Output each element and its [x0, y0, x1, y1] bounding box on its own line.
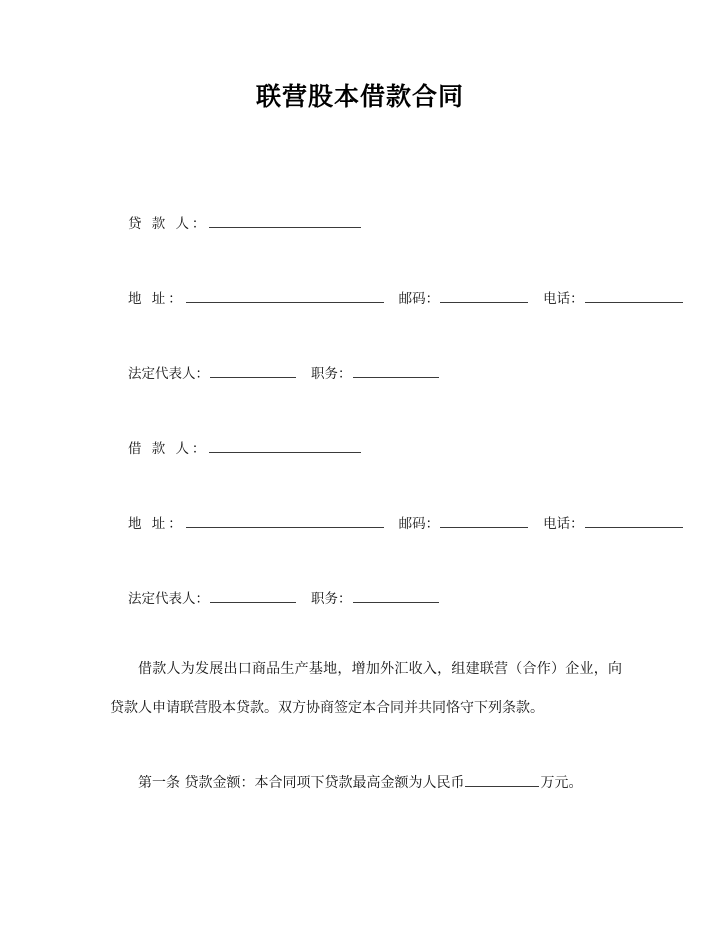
document-title: 联营股本借款合同: [255, 82, 464, 111]
borrower-postcode-label: 邮码：: [398, 516, 440, 532]
clause-one-suffix: 万元。: [540, 775, 583, 791]
lender-legal-rep-row: [0, 362, 720, 437]
lender-name-label: 贷 款 人：: [128, 216, 209, 232]
borrower-legal-rep-input[interactable]: [210, 587, 296, 603]
contract-body: [110, 650, 622, 803]
borrower-postcode-input[interactable]: [440, 512, 528, 528]
borrower-phone-label: 电话：: [543, 516, 584, 532]
lender-legal-rep-input[interactable]: [210, 362, 296, 378]
lender-phone-input[interactable]: [585, 287, 683, 303]
clause-one-amount-input[interactable]: [465, 773, 539, 787]
borrower-legal-rep-label: 法定代表人：: [128, 591, 209, 607]
clause-one-prefix: 第一条 贷款金额：本合同项下贷款最高金额为人民币: [138, 775, 465, 791]
borrower-phone-input[interactable]: [585, 512, 683, 528]
lender-name-row: [0, 212, 720, 287]
lender-address-input[interactable]: [186, 287, 384, 303]
lender-address-row: [0, 287, 720, 362]
lender-postcode-input[interactable]: [440, 287, 528, 303]
clause-one-paragraph: [110, 764, 622, 803]
lender-phone-label: 电话：: [543, 291, 584, 307]
borrower-position-input[interactable]: [353, 587, 439, 603]
preamble-paragraph: 借款人为发展出口商品生产基地，增加外汇收入，组建联营（合作）企业，向贷款人申请联营股本贷款。双方协商签定本合同并共同恪守下列条款。: [110, 661, 622, 716]
lender-legal-rep-label: 法定代表人：: [128, 366, 209, 382]
borrower-address-label: 地 址：: [128, 516, 185, 532]
lender-address-label: 地 址：: [128, 291, 185, 307]
lender-position-label: 职务：: [311, 366, 352, 382]
lender-name-input[interactable]: [209, 212, 361, 228]
borrower-name-row: [0, 437, 720, 512]
lender-position-input[interactable]: [353, 362, 439, 378]
borrower-position-label: 职务：: [311, 591, 352, 607]
borrower-address-row: [0, 512, 720, 587]
lender-postcode-label: 邮码：: [398, 291, 440, 307]
borrower-address-input[interactable]: [186, 512, 384, 528]
contract-party-form: [0, 212, 720, 662]
borrower-name-label: 借 款 人：: [128, 441, 209, 457]
borrower-name-input[interactable]: [209, 437, 361, 453]
